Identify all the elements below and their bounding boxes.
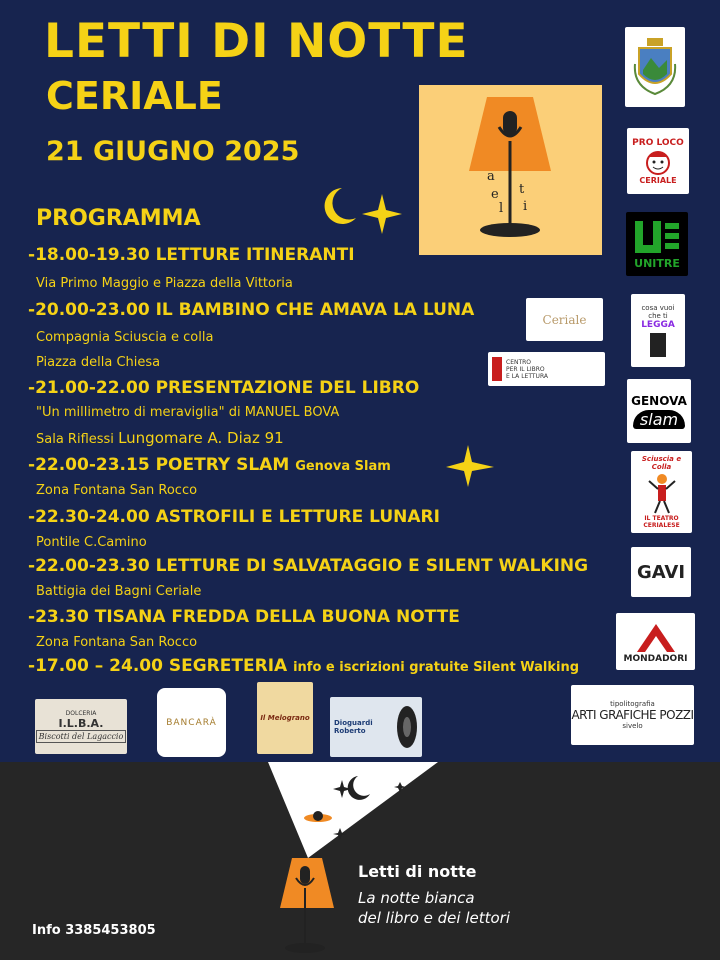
unitre-icon xyxy=(633,219,681,257)
coat-of-arms-logo xyxy=(625,27,685,107)
event-title: LETTI DI NOTTE xyxy=(44,14,469,69)
event-detail: Piazza della Chiesa xyxy=(36,355,161,370)
proloco-logo: PRO LOCO CERIALE xyxy=(627,128,689,194)
centro-libro-logo: CENTRO PER IL LIBRO E LA LETTURA xyxy=(488,352,605,386)
bancara-logo: BANCARÀ xyxy=(157,688,226,757)
program-heading: PROGRAMMA xyxy=(36,206,201,231)
svg-text:i: i xyxy=(523,199,528,214)
event-detail: Zona Fontana San Rocco xyxy=(36,483,198,498)
mondadori-icon xyxy=(633,620,679,654)
event-detail: Sala Riflessi Lungomare A. Diaz 91 xyxy=(36,429,284,447)
event-row: -23.30 TISANA FREDDA DELLA BUONA NOTTE xyxy=(28,607,460,627)
unitre-logo: UNITRE xyxy=(626,212,688,276)
coat-of-arms-icon xyxy=(631,34,679,100)
moon-stars-icon xyxy=(320,182,410,237)
star-icon xyxy=(444,443,496,489)
genova-slam-logo: GENOVA slam xyxy=(627,379,691,443)
footer-tagline: La notte bianca del libro e dei lettori xyxy=(358,889,511,927)
centro-libro-icon xyxy=(492,357,502,381)
gavi-logo: GAVI xyxy=(631,547,691,597)
event-detail: Zona Fontana San Rocco xyxy=(36,635,198,650)
ceriale-logo: Ceriale xyxy=(526,298,603,341)
event-detail: Compagnia Sciuscia e colla xyxy=(36,330,214,345)
lamp-icon xyxy=(419,85,602,255)
svg-text:t: t xyxy=(519,182,525,197)
teatro-cerialese-logo: Sciuscia e Colla IL TEATRO CERIALESE xyxy=(631,451,692,533)
figure-icon xyxy=(650,333,666,357)
event-detail: Via Primo Maggio e Piazza della Vittoria xyxy=(36,276,293,291)
event-date: 21 GIUGNO 2025 xyxy=(46,136,300,167)
lamp-logo-box xyxy=(419,85,602,255)
ilba-logo: DOLCERIA I.L.B.A. Biscotti del Lagaccio xyxy=(35,699,127,754)
tire-icon xyxy=(396,705,418,749)
event-detail: "Un millimetro di meraviglia" di MANUEL BOVA xyxy=(36,405,340,420)
event-row: -22.00-23.30 LETTURE DI SALVATAGGIO E SILENT WALKING xyxy=(28,556,589,576)
event-row: -21.00-22.00 PRESENTAZIONE DEL LIBRO xyxy=(28,378,420,398)
mondadori-logo: MONDADORI xyxy=(616,613,695,670)
event-row: -18.00-19.30 LETTURE ITINERANTI xyxy=(28,245,355,265)
event-row: -17.00 – 24.00 SEGRETERIA info e iscrizioni gratuite Silent Walking xyxy=(28,656,580,676)
info-phone: Info 3385453805 xyxy=(32,923,156,938)
event-row: -22.30-24.00 ASTROFILI E LETTURE LUNARI xyxy=(28,507,440,527)
footer-brand: Letti di notte xyxy=(358,862,477,881)
dioguardi-logo: Dioguardi Roberto xyxy=(330,697,422,757)
svg-text:l: l xyxy=(499,201,504,216)
melograno-logo: Il Melograno xyxy=(257,682,313,754)
event-row: -20.00-23.00 IL BAMBINO CHE AMAVA LA LUNA xyxy=(28,300,475,320)
svg-text:e: e xyxy=(491,187,499,202)
event-detail: Battigia dei Bagni Ceriale xyxy=(36,584,202,599)
puppet-icon xyxy=(647,471,677,515)
cosa-vuoi-logo: cosa vuoi che ti LEGGA xyxy=(631,294,685,367)
arti-grafiche-pozzi-logo: tipolitografia ARTI GRAFICHE POZZI sivelo xyxy=(571,685,694,745)
event-row: -22.00-23.15 POETRY SLAM Genova Slam xyxy=(28,455,391,475)
face-icon xyxy=(643,148,673,176)
event-city: CERIALE xyxy=(46,74,223,118)
footer-lamp-icon xyxy=(262,762,442,958)
svg-text:a: a xyxy=(487,169,495,184)
event-detail: Pontile C.Camino xyxy=(36,535,147,550)
